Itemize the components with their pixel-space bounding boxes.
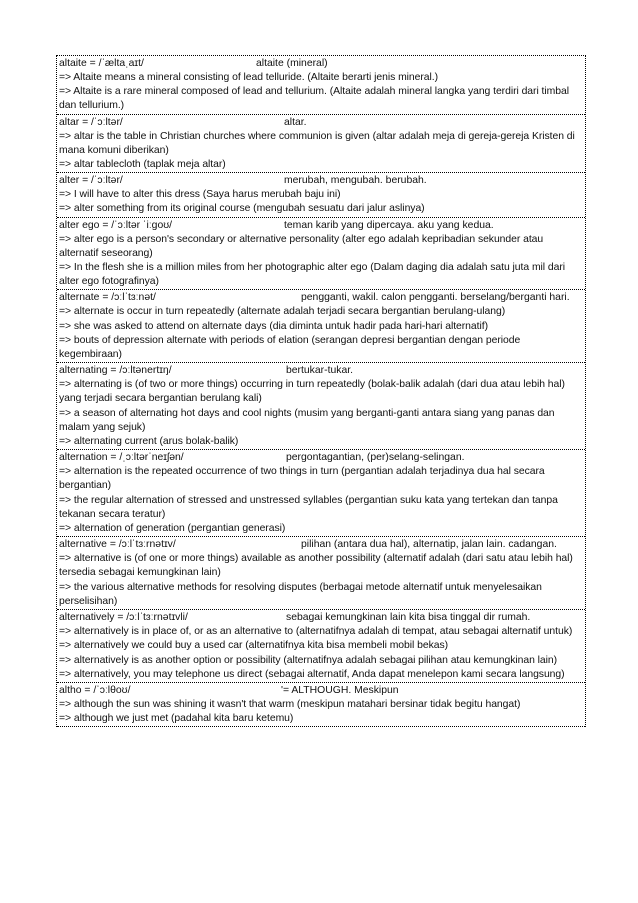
dictionary-entry xyxy=(57,683,585,727)
dictionary-entry xyxy=(57,290,585,363)
entry-meaning: altar. xyxy=(284,116,307,128)
example-line: => altar tablecloth (taplak meja altar) xyxy=(59,159,226,171)
entry-term: altar = /ˈɔːltər/ xyxy=(59,116,123,128)
example-line: => alternatively we could buy a used car (alternatifnya kita bisa membeli mobil bekas) xyxy=(59,640,449,652)
entry-header xyxy=(57,173,585,188)
dictionary-entry xyxy=(57,173,585,217)
dictionary-entry xyxy=(57,537,585,610)
example-line: => Altaite means a mineral consisting of lead telluride. (Altaite berarti jenis mineral.) xyxy=(59,72,439,83)
entry-meaning: teman karib yang dipercaya. aku yang kedua. xyxy=(284,219,494,231)
example-line: => alternatively is as another option or possibility (alternatifnya adalah sebagai pilihan atau kemungkinan lain) xyxy=(59,654,558,666)
example-line: => alter ego is a person's secondary or alternative personality (alter ego adalah kepribadian sekunder atau alternatif seseorang) xyxy=(59,233,544,259)
example-line: => alter something from its original course (mengubah sesuatu dari jalur aslinya) xyxy=(59,203,425,215)
entry-meaning: altaite (mineral) xyxy=(256,58,328,69)
example-line: => a season of alternating hot days and cool nights (musim yang berganti-ganti antara siang yang panas dan malam yang sejuk) xyxy=(59,407,555,433)
example-line: => alternatively, you may telephone us direct (sebagai alternatif, Anda dapat menelepon kami secara langsung) xyxy=(59,668,565,680)
entry-header xyxy=(57,56,585,71)
entry-header xyxy=(57,537,585,552)
example-line: => alternating is (of two or more things) occurring in turn repeatedly (bolak-balik adalah (dari dua atau lebih hal) yang terjadi secara bergantian berulang kali) xyxy=(59,379,565,405)
example-line: => alternation is the repeated occurrence of two things in turn (pergantian adalah terjadinya dua hal secara bergantian) xyxy=(59,466,545,492)
entry-term: alternating = /ɔːltənertɪŋ/ xyxy=(59,365,172,377)
dictionary-entry xyxy=(57,115,585,174)
example-line: => alternate is occur in turn repeatedly (alternate adalah terjadi secara bergantian berulang-ulang) xyxy=(59,306,506,318)
example-line: => Altaite is a rare mineral composed of lead and tellurium. (Altaite adalah mineral langka yang terdiri dari timbal dan tellurium.) xyxy=(59,86,569,112)
example-line: => she was asked to attend on alternate days (dia diminta untuk hadir pada hari-hari alternatif) xyxy=(59,320,488,332)
example-line: => the regular alternation of stressed and unstressed syllables (pergantian suku kata yang tertekan dan tanpa tekanan secara teratur) xyxy=(59,494,558,520)
entry-meaning: merubah, mengubah. berubah. xyxy=(284,175,427,187)
dictionary-entry xyxy=(57,218,585,291)
dictionary-entry xyxy=(57,610,585,683)
example-line: => although the sun was shining it wasn't that warm (meskipun matahari bersinar tidak begitu hangat) xyxy=(59,698,521,710)
example-line: => In the flesh she is a million miles from her photographic alter ego (Dalam daging dia adalah satu juta mil dari alter ego fotografinya) xyxy=(59,262,566,288)
example-line: => alternatively is in place of, or as an alternative to (alternatifnya adalah di tempat, atau sebagai alternatif untuk) xyxy=(59,626,573,638)
entry-header xyxy=(57,683,585,698)
entry-meaning: pilihan (antara dua hal), alternatip, jalan lain. cadangan. xyxy=(301,539,557,551)
entry-term: alternation = /ˌɔːltərˈneɪʃən/ xyxy=(59,452,184,464)
example-line: => altar is the table in Christian churches where communion is given (altar adalah meja di gereja-gereja Kristen di mana komuni diberikan) xyxy=(59,130,575,156)
dictionary-entry xyxy=(57,450,585,537)
entry-term: alter ego = /ˈɔːltər ˈiːɡoʊ/ xyxy=(59,219,173,231)
entry-header xyxy=(57,450,585,465)
entry-term: altho = /ˈɔːlθoʊ/ xyxy=(59,684,131,696)
example-line: => alternative is (of one or more things) available as another possibility (alternatif adalah (dari satu atau lebih hal) tersedia sebagai kemungkinan lain) xyxy=(59,553,573,579)
dictionary-sheet xyxy=(56,55,586,727)
entry-term: alternatively = /ɔːlˈtɜːrnətɪvli/ xyxy=(59,612,188,624)
dictionary-entry xyxy=(57,363,585,450)
entry-header xyxy=(57,610,585,625)
entry-meaning: sebagai kemungkinan lain kita bisa tinggal dir rumah. xyxy=(286,612,531,624)
dictionary-entry xyxy=(57,56,585,115)
entry-meaning: pengganti, wakil. calon pengganti. berselang/berganti hari. xyxy=(301,292,570,304)
entry-term: alternate = /ɔːlˈtɜːnət/ xyxy=(59,292,156,304)
entry-header xyxy=(57,290,585,305)
entry-header xyxy=(57,363,585,378)
example-line: => alternation of generation (pergantian generasi) xyxy=(59,523,286,535)
example-line: => I will have to alter this dress (Saya harus merubah baju ini) xyxy=(59,189,341,201)
entry-term: alter = /ˈɔːltər/ xyxy=(59,175,123,187)
entry-term: alternative = /ɔːlˈtɜːrnətɪv/ xyxy=(59,539,176,551)
entry-header xyxy=(57,115,585,130)
example-line: => the various alternative methods for resolving disputes (berbagai metode alternatif untuk menyelesaikan perselisihan) xyxy=(59,581,542,607)
entry-meaning: bertukar-tukar. xyxy=(286,365,353,377)
entry-meaning: pergontagantian, (per)selang-selingan. xyxy=(286,452,465,464)
entry-header xyxy=(57,218,585,233)
entry-term: altaite = /ˈæltaˌaɪt/ xyxy=(59,58,144,69)
entry-meaning: '= ALTHOUGH. Meskipun xyxy=(281,684,399,696)
example-line: => bouts of depression alternate with periods of elation (serangan depresi bergantian dengan periode kegembiraan) xyxy=(59,334,521,361)
example-line: => alternating current (arus bolak-balik) xyxy=(59,436,239,448)
example-line: => although we just met (padahal kita baru ketemu) xyxy=(59,713,294,725)
